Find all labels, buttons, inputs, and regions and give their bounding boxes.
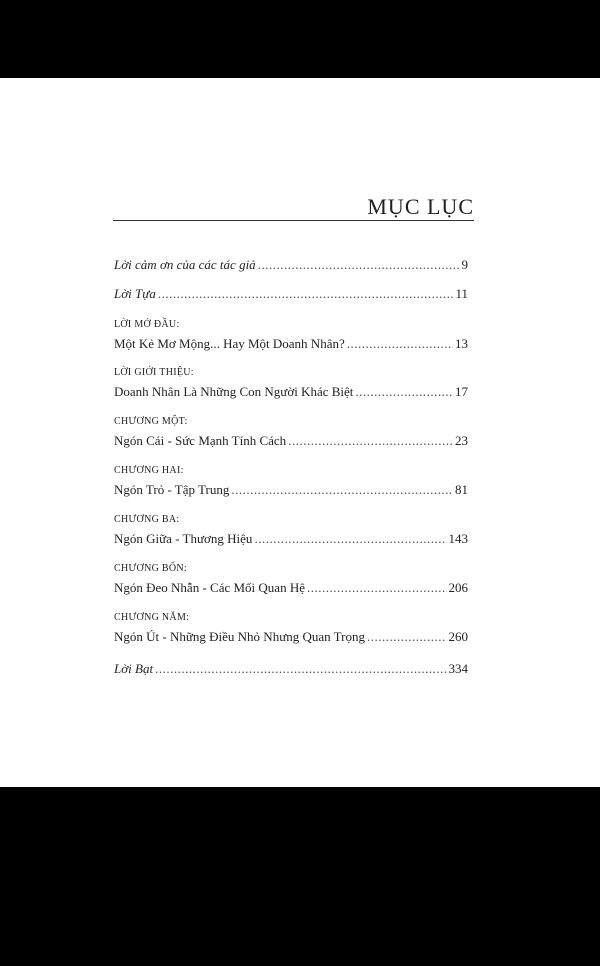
entry-page-number: 334 — [448, 661, 468, 676]
entry-title: Ngón Đeo Nhẫn - Các Mối Quan Hệ — [114, 580, 305, 595]
section-label: CHƯƠNG BA: — [114, 514, 180, 525]
entry-title: Ngón Út - Những Điều Nhỏ Nhưng Quan Trọng — [114, 629, 365, 644]
entry-page-number: 206 — [448, 580, 468, 595]
entry-page-number: 13 — [455, 336, 468, 351]
entry-title: Một Kẻ Mơ Mộng... Hay Một Doanh Nhân? — [114, 336, 345, 351]
leader-dots — [231, 482, 453, 498]
entry-page-number: 11 — [455, 286, 468, 301]
toc-entry — [114, 433, 468, 449]
toc-entry — [114, 629, 468, 645]
section-label: CHƯƠNG NĂM: — [114, 612, 190, 623]
entry-title: Ngón Cái - Sức Mạnh Tính Cách — [114, 433, 287, 448]
entry-page-number: 81 — [455, 482, 468, 497]
toc-entry — [114, 384, 468, 400]
section-label: CHƯƠNG MỘT: — [114, 416, 188, 427]
page-title: MỤC LỤC — [367, 194, 474, 219]
toc-entry — [114, 482, 468, 498]
entry-page-number: 9 — [461, 257, 468, 272]
entry-title: Ngón Trỏ - Tập Trung — [114, 482, 230, 497]
leader-dots — [258, 257, 460, 273]
toc-entry — [114, 286, 468, 302]
leader-dots — [254, 531, 446, 547]
entry-page-number: 23 — [455, 433, 468, 448]
toc-entry — [114, 531, 468, 547]
black-bar-bottom — [0, 787, 600, 966]
leader-dots — [155, 661, 446, 677]
section-label: LỜI MỞ ĐẦU: — [114, 319, 180, 330]
leader-dots — [288, 433, 453, 449]
entry-title: Lời cảm ơn của các tác giả — [114, 257, 256, 272]
entry-page-number: 260 — [448, 629, 468, 644]
entry-title: Ngón Giữa - Thương Hiệu — [114, 531, 253, 546]
leader-dots — [367, 629, 447, 645]
entry-title: Doanh Nhân Là Những Con Người Khác Biệt — [114, 384, 354, 399]
section-label: CHƯƠNG BỐN: — [114, 563, 188, 574]
section-label: CHƯƠNG HAI: — [114, 465, 184, 476]
entry-title: Lời Bạt — [114, 661, 154, 676]
book-page — [0, 78, 600, 787]
leader-dots — [355, 384, 453, 400]
toc-entry — [114, 336, 468, 352]
entry-page-number: 17 — [455, 384, 468, 399]
toc-entry — [114, 661, 468, 677]
section-label: LỜI GIỚI THIỆU: — [114, 367, 194, 378]
toc-entry — [114, 257, 468, 273]
leader-dots — [158, 286, 454, 302]
title-rule — [113, 220, 474, 221]
leader-dots — [307, 580, 447, 596]
toc-entry — [114, 580, 468, 596]
entry-page-number: 143 — [448, 531, 468, 546]
entry-title: Lời Tựa — [114, 286, 156, 301]
leader-dots — [347, 336, 453, 352]
black-bar-top — [0, 0, 600, 78]
